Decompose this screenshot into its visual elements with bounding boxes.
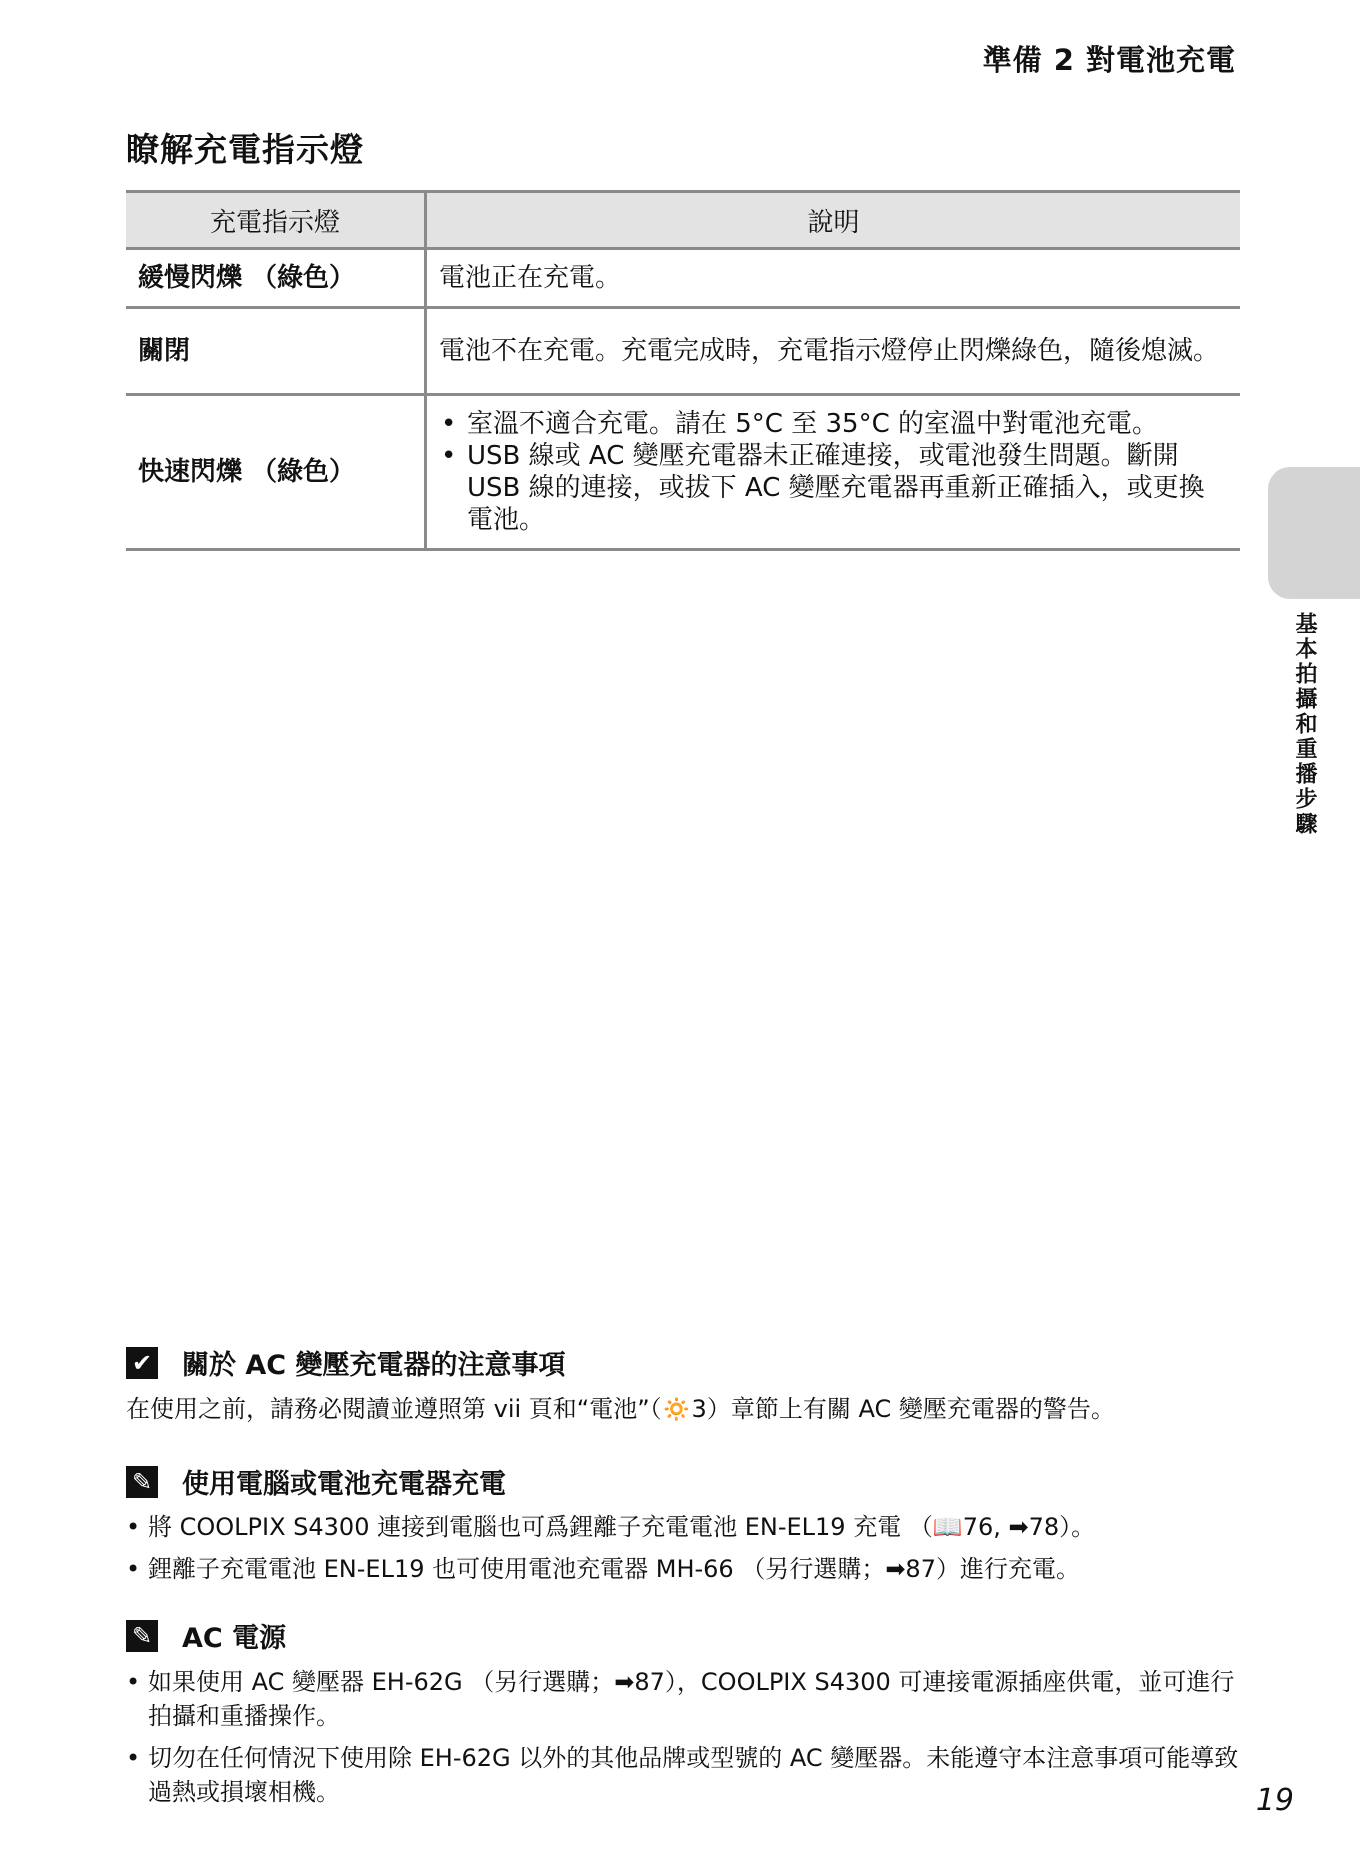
- description-cell: 電池正在充電。: [426, 249, 1241, 308]
- note-title: AC 電源: [182, 1623, 287, 1654]
- note-body: [126, 1665, 1246, 1817]
- list-item: • 切勿在任何情況下使用除 EH-62G 以外的其他品牌或型號的 AC 變壓器。未能遵守本注意事項可能導致過熱或損壞相機。: [126, 1741, 1246, 1809]
- list-item: • 將 COOLPIX S4300 連接到電腦也可爲鋰離子充電電池 EN-EL19 充電 （📖76, ➡78）。: [126, 1510, 1246, 1544]
- pencil-icon: ✎: [126, 1620, 158, 1652]
- page-header-title: 準備 2 對電池充電: [982, 43, 1236, 77]
- table-row: [126, 395, 1240, 550]
- note-title: 關於 AC 變壓充電器的注意事項: [182, 1350, 566, 1381]
- note-body: [126, 1510, 1246, 1594]
- description-cell: 電池不在充電。充電完成時，充電指示燈停止閃爍綠色，隨後熄滅。: [426, 308, 1241, 395]
- list-item: • 如果使用 AC 變壓器 EH-62G （另行選購；➡87），COOLPIX S4300 可連接電源插座供電，並可進行拍攝和重播操作。: [126, 1665, 1246, 1733]
- list-item: • 室溫不適合充電。請在 5°C 至 35°C 的室溫中對電池充電。: [439, 408, 1228, 440]
- section-title: 瞭解充電指示燈: [126, 130, 364, 169]
- table-row: [126, 308, 1240, 395]
- check-icon: ✔: [126, 1347, 158, 1379]
- note-heading: [126, 1462, 506, 1501]
- pencil-icon: ✎: [126, 1466, 158, 1498]
- note-heading: [126, 1616, 286, 1655]
- indicator-cell: 緩慢閃爍 （綠色）: [126, 249, 426, 308]
- list-item: • USB 線或 AC 變壓充電器未正確連接，或電池發生問題。斷開 USB 線的連接，或拔下 AC 變壓充電器再重新正確插入，或更換電池。: [439, 440, 1228, 536]
- note-bullets: [126, 1665, 1246, 1809]
- chapter-label: 基本拍攝和重播步驟: [1292, 612, 1317, 837]
- indicator-table: [126, 190, 1240, 551]
- description-cell: [426, 395, 1241, 550]
- table-row: [126, 249, 1240, 308]
- column-header: 充電指示燈: [126, 192, 426, 249]
- indicator-cell: 快速閃爍 （綠色）: [126, 395, 426, 550]
- chapter-tab: [1268, 467, 1360, 599]
- note-body: 在使用之前，請務必閱讀並遵照第 vii 頁和“電池”（🔅3）章節上有關 AC 變壓充電器的警告。: [126, 1395, 1115, 1423]
- note-bullets: [126, 1510, 1246, 1586]
- description-list: [439, 408, 1228, 536]
- indicator-cell: 關閉: [126, 308, 426, 395]
- table-header-row: [126, 192, 1240, 249]
- note-heading: [126, 1343, 566, 1382]
- page-number: 19: [1255, 1783, 1294, 1818]
- list-item: • 鋰離子充電電池 EN-EL19 也可使用電池充電器 MH-66 （另行選購；➡87）進行充電。: [126, 1552, 1246, 1586]
- note-title: 使用電腦或電池充電器充電: [182, 1469, 506, 1500]
- column-header: 說明: [426, 192, 1241, 249]
